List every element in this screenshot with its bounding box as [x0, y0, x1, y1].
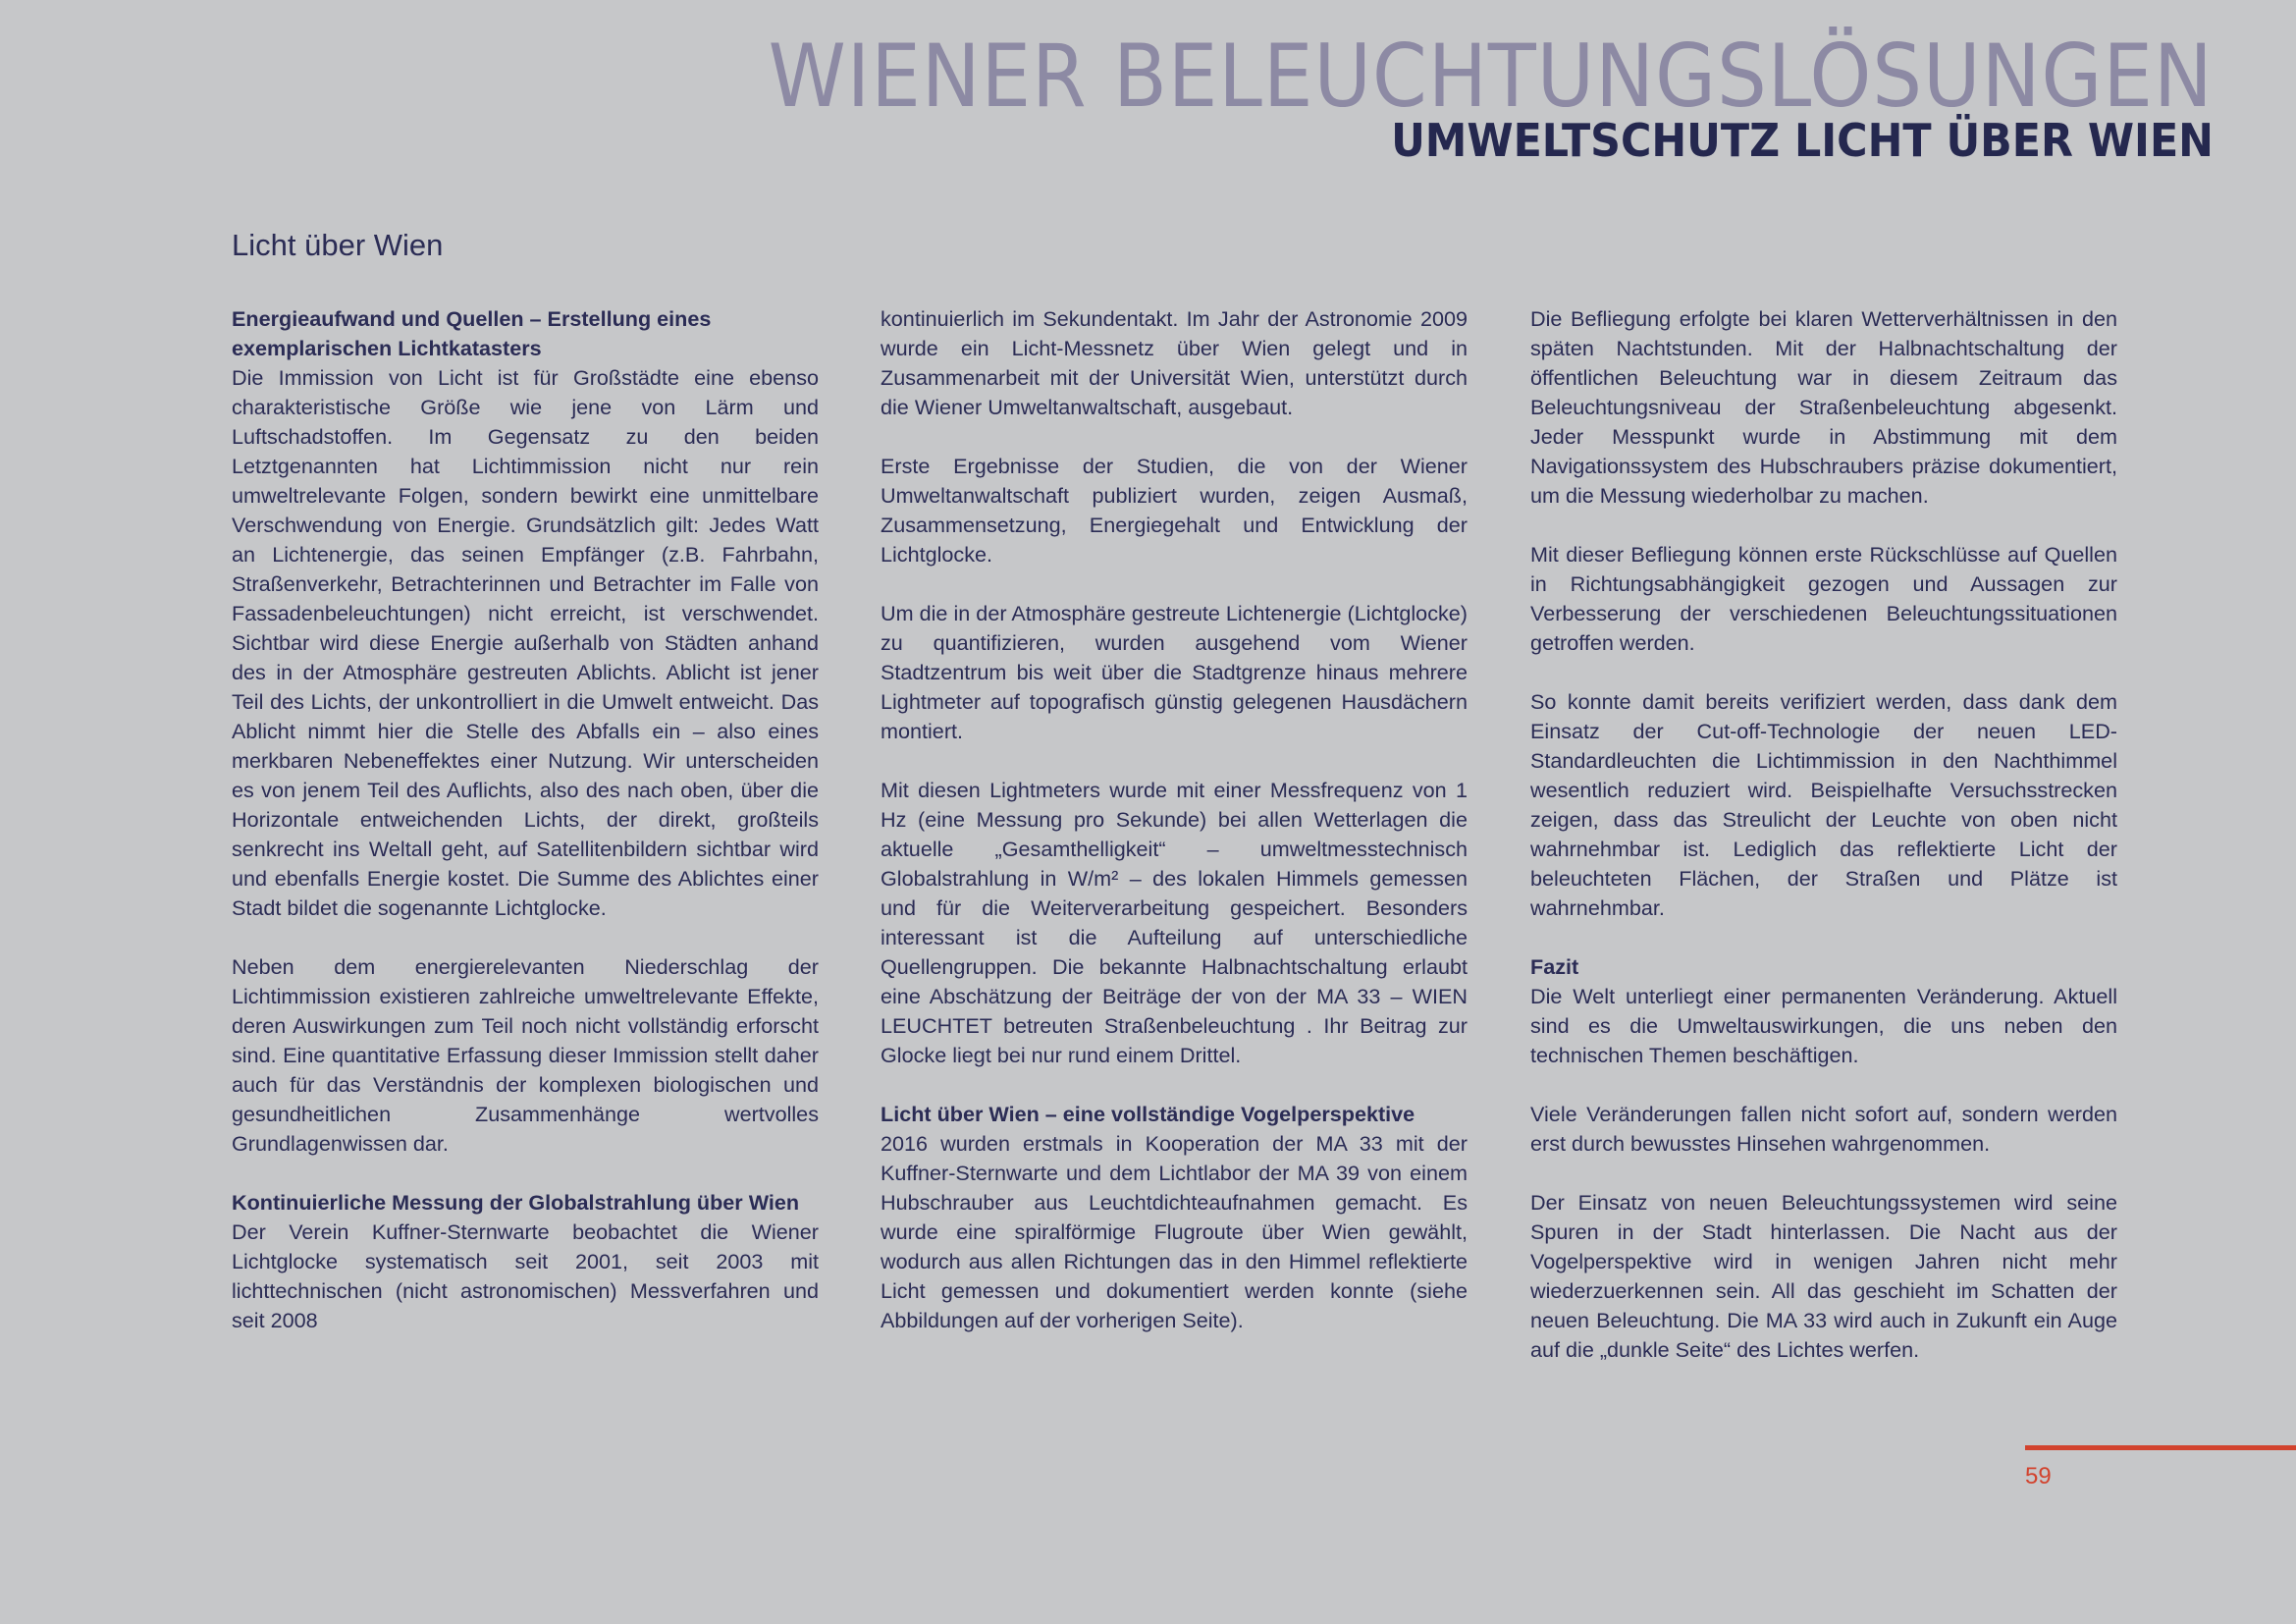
paragraph [1530, 304, 2117, 511]
subheading: Energieaufwand und Quellen – Erstellung eines exemplarischen Lichtkatasters [232, 306, 712, 360]
paragraph [881, 599, 1468, 746]
page-number: 59 [2025, 1463, 2052, 1489]
paragraph-text: Erste Ergebnisse der Studien, die von der Wiener Umweltanwaltschaft publiziert wurden, zeigen Ausmaß, Zusammensetzung, Energiegehalt und Entwicklung der Lichtglocke. [881, 454, 1468, 567]
paragraph-text: Neben dem energierelevanten Niederschlag der Lichtimmission existieren zahlreiche umweltrelevante Effekte, deren Auswirkungen zum Teil noch nicht vollständig erforscht sind. Eine quantitative Erfassung dieser Immission stellt daher auch für das Verständnis der komplexen biologischen und gesundheitlichen Zusammenhänge wertvolles Grundlagenwissen dar. [232, 954, 819, 1156]
paragraph [1530, 540, 2117, 658]
paragraph [232, 1188, 819, 1335]
paragraph-text: Mit diesen Lightmeters wurde mit einer Messfrequenz von 1 Hz (eine Messung pro Sekunde) bei allen Wetterlagen die aktuelle „Gesamthelligkeit“ – umweltmesstechnisch Globalstrahlung in W/m² – des lokalen Himmels gemessen und für die Weiterverarbeitung gespeichert. Besonders interessant ist die Aufteilung auf unterschiedliche Quellengruppen. Die bekannte Halbnachtschaltung erlaubt eine Abschätzung der Beiträge der von der MA 33 – WIEN LEUCHTET betreuten Straßenbeleuchtung . Ihr Beitrag zur Glocke liegt bei nur rund einem Drittel. [881, 778, 1468, 1067]
paragraph [1530, 952, 2117, 1070]
paragraph-text: Die Welt unterliegt einer permanenten Veränderung. Aktuell sind es die Umweltauswirkungen, die uns neben den technischen Themen beschäftigen. [1530, 984, 2117, 1067]
subheading: Licht über Wien – eine vollständige Vogelperspektive [881, 1102, 1415, 1126]
paragraph-text: Der Verein Kuffner-Sternwarte beobachtet die Wiener Lichtglocke systematisch seit 2001, seit 2003 mit lichttechnischen (nicht astronomischen) Messverfahren und seit 2008 [232, 1219, 819, 1332]
paragraph [232, 952, 819, 1159]
paragraph [1530, 1188, 2117, 1365]
subheading: Kontinuierliche Messung der Globalstrahlung über Wien [232, 1190, 800, 1215]
text-column-3 [1530, 304, 2117, 1365]
paragraph-text: Die Immission von Licht ist für Großstädte eine ebenso charakteristische Größe wie jene von Lärm und Luftschadstoffen. Im Gegensatz zu den beiden Letztgenannten hat Lichtimmission nicht nur rein umweltrelevante Folgen, sondern bewirkt eine unmittelbare Verschwendung von Energie. Grundsätzlich gilt: Jedes Watt an Lichtenergie, das seinen Empfänger (z.B. Fahrbahn, Straßenverkehr, Betrachterinnen und Betrachter im Falle von Fassadenbeleuchtungen) nicht erreicht, ist verschwendet. Sichtbar wird diese Energie außerhalb von Städten anhand des in der Atmosphäre gestreuten Ablichts. Ablicht ist jener Teil des Lichts, der unkontrolliert in die Umwelt entweicht. Das Ablicht nimmt hier die Stelle des Abfalls ein – also eines merkbaren Nebeneffektes einer Nutzung. Wir unterscheiden es von jenem Teil des Auflichts, also des nach oben, über die Horizontale entweichenden Lichts, der direkt, großteils senkrecht ins Weltall geht, auf Satellitenbildern sichtbar wird und ebenfalls Energie kostet. Die Summe des Ablichtes einer Stadt bildet die sogenannte Lichtglocke. [232, 365, 819, 920]
page-subtitle: UMWELTSCHUTZ LICHT ÜBER WIEN [1391, 114, 2214, 167]
paragraph-text: So konnte damit bereits verifiziert werden, dass dank dem Einsatz der Cut-off-Technologie der neuen LED-Standardleuchten die Lichtimmission in den Nachthimmel wesentlich reduziert wird. Beispielhafte Versuchsstrecken zeigen, dass das Streulicht der Leuchte von oben nicht wahrnehmbar ist. Lediglich das reflektierte Licht der beleuchteten Flächen, der Straßen und Plätze ist wahrnehmbar. [1530, 689, 2117, 920]
paragraph-text: 2016 wurden erstmals in Kooperation der MA 33 mit der Kuffner-Sternwarte und dem Lichtlabor der MA 39 von einem Hubschrauber aus Leuchtdichteaufnahmen gemacht. Es wurde eine spiralförmige Flugroute über Wien gewählt, wodurch aus allen Richtungen das in den Himmel reflektierte Licht gemessen und dokumentiert werden konnte (siehe Abbildungen auf der vorherigen Seite). [881, 1131, 1468, 1332]
paragraph [1530, 1100, 2117, 1159]
page-title: WIENER BELEUCHTUNGSLÖSUNGEN [768, 26, 2214, 127]
paragraph [232, 304, 819, 923]
paragraph-text: Der Einsatz von neuen Beleuchtungssystemen wird seine Spuren in der Stadt hinterlassen. Die Nacht aus der Vogelperspektive wird in wenigen Jahren nicht mehr wiederzuerkennen sein. All das geschieht im Schatten der neuen Beleuchtung. Die MA 33 wird auch in Zukunft ein Auge auf die „dunkle Seite“ des Lichtes werfen. [1530, 1190, 2117, 1362]
paragraph [881, 1100, 1468, 1335]
paragraph-text: Viele Veränderungen fallen nicht sofort auf, sondern werden erst durch bewusstes Hinsehen wahrgenommen. [1530, 1102, 2117, 1156]
subheading: Fazit [1530, 954, 1579, 979]
paragraph-text: Die Befliegung erfolgte bei klaren Wetterverhältnissen in den späten Nachtstunden. Mit der Halbnachtschaltung der öffentlichen Beleuchtung war in diesem Zeitraum das Beleuchtungsniveau der Straßenbeleuchtung abgesenkt. Jeder Messpunkt wurde in Abstimmung mit dem Navigationssystem des Hubschraubers präzise dokumentiert, um die Messung wiederholbar zu machen. [1530, 306, 2117, 508]
paragraph-text: Mit dieser Befliegung können erste Rückschlüsse auf Quellen in Richtungsabhängigkeit gezogen und Aussagen zur Verbesserung der verschiedenen Beleuchtungssituationen getroffen werden. [1530, 542, 2117, 655]
paragraph [881, 776, 1468, 1070]
text-column-2 [881, 304, 1468, 1335]
paragraph-text: Um die in der Atmosphäre gestreute Lichtenergie (Lichtglocke) zu quantifizieren, wurden ausgehend vom Wiener Stadtzentrum bis weit über die Stadtgrenze hinaus mehrere Lightmeter auf topografisch günstig gelegenen Hausdächern montiert. [881, 601, 1468, 743]
paragraph [881, 304, 1468, 422]
paragraph [1530, 687, 2117, 923]
paragraph-text: kontinuierlich im Sekundentakt. Im Jahr der Astronomie 2009 wurde ein Licht-Messnetz über Wien gelegt und in Zusammenarbeit mit der Universität Wien, unterstützt durch die Wiener Umweltanwaltschaft, ausgebaut. [881, 306, 1468, 419]
text-column-1 [232, 304, 819, 1335]
section-title: Licht über Wien [232, 228, 444, 262]
paragraph [881, 452, 1468, 569]
footer-rule [2025, 1445, 2296, 1450]
